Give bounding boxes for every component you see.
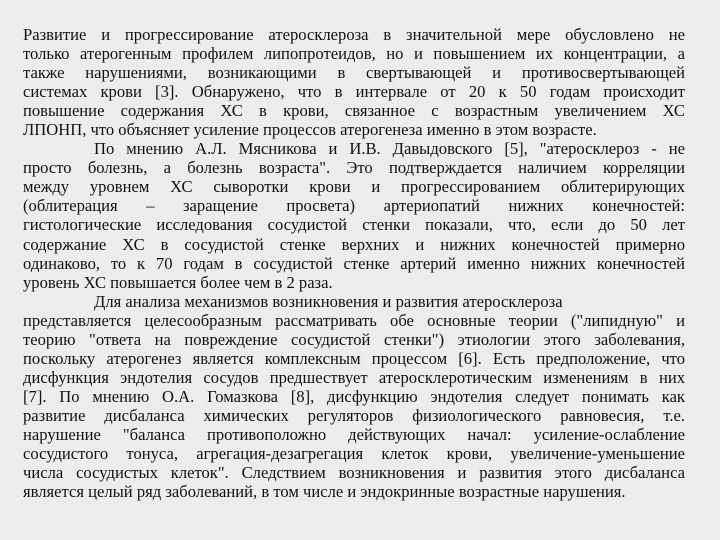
text-line: нарушение "баланса противоположно действующих начал: усиление-ослабление <box>23 424 685 444</box>
text-line: Для анализа механизмов возникновения и развития атеросклероза <box>94 291 563 311</box>
text-line: содержание ХС в сосудистой стенке верхних и нижних конечностей примерно <box>23 234 685 254</box>
text-line: поскольку атерогенез является комплексным процессом [6]. Есть предположение, что <box>23 348 685 368</box>
document-body-text <box>23 25 685 501</box>
text-line: теорию "ответа на повреждение сосудистой стенки") этиологии этого заболевания, <box>23 329 685 349</box>
text-line: дисфункция эндотелия сосудов предшествует атеросклеротическим изменениям в них <box>23 367 685 387</box>
text-line: повышение содержания ХС в крови, связанное с возрастным увеличением ХС <box>23 101 685 121</box>
text-line: числа сосудистых клеток". Следствием возникновения и развития этого дисбаланса <box>23 463 685 483</box>
text-line: одинаково, то к 70 годам в сосудистой стенке артерий именно нижних конечностей <box>23 253 685 273</box>
text-line: [7]. По мнению О.А. Гомазкова [8], дисфункцию эндотелия следует понимать как <box>23 386 685 406</box>
text-line: сосудистого тонуса, агрегация-дезагрегация клеток крови, увеличение-уменьшение <box>23 444 685 464</box>
text-line: также нарушениями, возникающими в свертывающей и противосвертывающей <box>23 63 685 83</box>
text-line: представляется целесообразным рассматривать обе основные теории ("липидную" и <box>23 310 685 330</box>
text-line: ЛПОНП, что объясняет усиление процессов атерогенеза именно в этом возрасте. <box>23 120 597 140</box>
text-line: (облитерация – заращение просвета) артериопатий нижних конечностей: <box>23 196 685 216</box>
text-line: Развитие и прогрессирование атеросклероза в значительной мере обусловлено не <box>23 25 685 44</box>
text-line: между уровнем ХС сыворотки крови и прогрессированием облитерирующих <box>23 177 685 197</box>
text-line: По мнению А.Л. Мясникова и И.В. Давыдовского [5], "атеросклероз - не <box>94 139 685 159</box>
text-line: только атерогенным профилем липопротеидов, но и повышением их концентрации, а <box>23 44 685 64</box>
text-line: уровень ХС повышается более чем в 2 раза. <box>23 272 333 292</box>
text-line: развитие дисбаланса химических регуляторов физиологического равновесия, т.е. <box>23 405 685 425</box>
text-line: гистологические исследования сосудистой стенки показали, что, если до 50 лет <box>23 215 685 235</box>
text-line: системах крови [3]. Обнаружено, что в интервале от 20 к 50 годам происходит <box>23 82 685 102</box>
text-line: просто болезнь, а болезнь возраста". Это подтверждается наличием корреляции <box>23 158 685 178</box>
text-line: является целый ряд заболеваний, в том числе и эндокринные возрастные нарушения. <box>23 482 626 502</box>
